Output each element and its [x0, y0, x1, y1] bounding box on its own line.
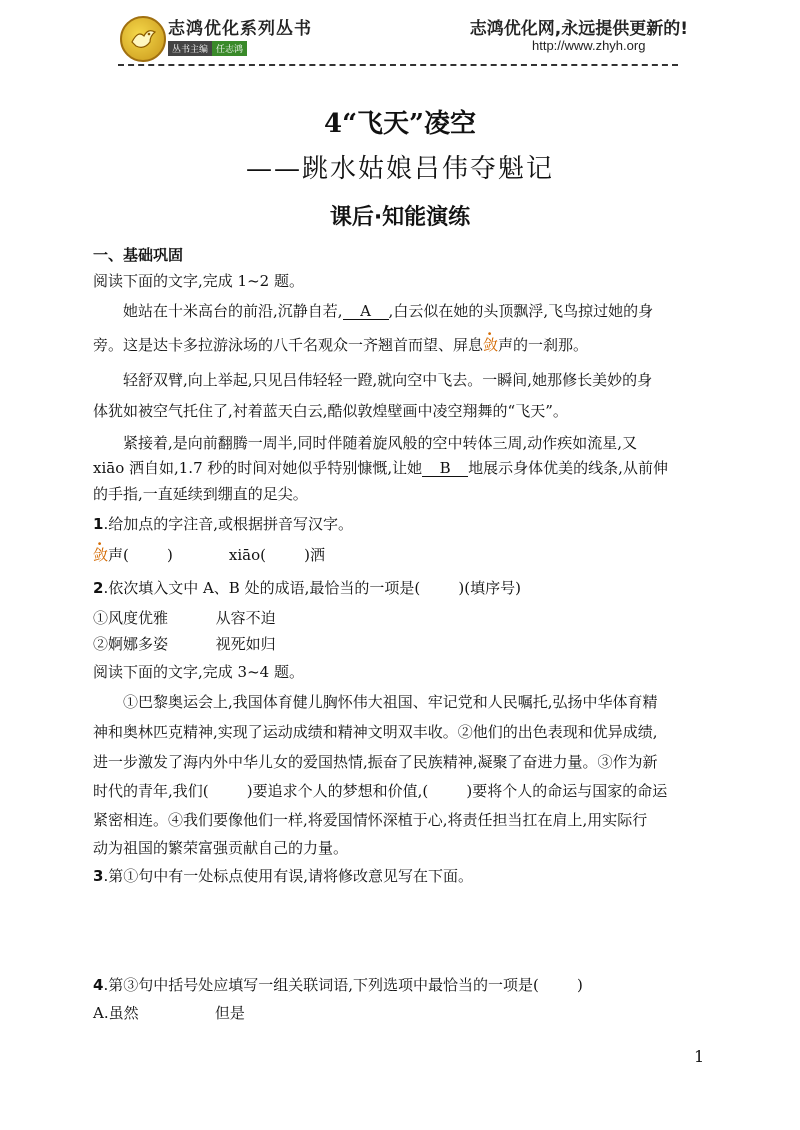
passage-line: 体犹如被空气托住了,衬着蓝天白云,酷似敦煌壁画中凌空翔舞的“飞天”。: [93, 402, 568, 420]
blank-a: A: [343, 303, 389, 320]
answer-blank[interactable]: xiāo( )洒: [228, 546, 325, 564]
passage-line: [93, 335, 588, 355]
bird-logo-icon: [128, 24, 158, 54]
passage-line: 进一步激发了海内外中华儿女的爱国热情,振奋了民族精神,凝聚了奋进力量。③作为新: [93, 753, 658, 771]
passage-line: 动为祖国的繁荣富强贡献自己的力量。: [93, 839, 349, 857]
site-slogan: 志鸿优化网,永远提供更新的!: [469, 19, 688, 39]
passage-line: ①巴黎奥运会上,我国体育健儿胸怀伟大祖国、牢记党和人民嘱托,弘扬中华体育精: [123, 693, 658, 711]
lesson-title: 4“飞天”凌空: [323, 109, 476, 139]
part-heading: 一、基础巩固: [93, 246, 184, 264]
question-2: [93, 578, 521, 598]
question-1: [93, 514, 353, 534]
question-2-option-1[interactable]: ①风度优雅 从容不迫: [93, 609, 276, 627]
question-number: 2: [93, 579, 104, 597]
passage-text: 旁。这是达卡多拉游泳场的八千名观众一齐翘首而望、屏息: [93, 336, 484, 354]
header-divider: [118, 64, 678, 66]
passage-line: 紧接着,是向前翻腾一周半,同时伴随着旋风般的空中转体三周,动作疾如流星,又: [123, 434, 638, 452]
editor-tag: [168, 41, 247, 56]
answer-blank[interactable]: 声( ): [108, 546, 173, 564]
lesson-subtitle: ——跳水姑娘吕伟夺魁记: [245, 154, 554, 184]
question-4: [93, 975, 583, 995]
passage-line: 轻舒双臂,向上举起,只见吕伟轻轻一蹬,就向空中飞去。一瞬间,她那修长美妙的身: [123, 371, 653, 389]
passage-text: 她站在十米高台的前沿,沉静自若,: [123, 302, 343, 320]
page-number: 1: [694, 1047, 705, 1066]
passage-line: 时代的青年,我们( )要追求个人的梦想和价值,( )要将个人的命运与国家的命运: [93, 782, 668, 800]
blank-b: B: [422, 460, 468, 477]
question-number: 3: [93, 867, 104, 885]
editor-name: 任志鸿: [212, 41, 247, 56]
site-url[interactable]: http://www.zhyh.org: [532, 38, 646, 53]
passage-text: 声的一刹那。: [498, 336, 589, 354]
passage-text: 地展示身体优美的线条,从前伸: [468, 459, 668, 477]
passage-line: 的手指,一直延续到绷直的足尖。: [93, 485, 308, 503]
passage-line: [93, 458, 668, 478]
dotted-character: 敛: [483, 336, 499, 354]
passage-line: [123, 301, 653, 321]
question-3: [93, 866, 473, 886]
question-number: 1: [93, 515, 104, 533]
series-logo: [120, 16, 166, 62]
page-header: [0, 0, 800, 70]
question-text: .第①句中有一处标点使用有误,请将修改意见写在下面。: [103, 867, 473, 885]
question-2-option-2[interactable]: ②婀娜多姿 视死如归: [93, 635, 276, 653]
section-heading: 课后·知能演练: [329, 205, 471, 230]
passage-line: 紧密相连。④我们要像他们一样,将爱国情怀深植于心,将责任担当扛在肩上,用实际行: [93, 811, 648, 829]
question-1-items: [93, 545, 325, 565]
reading-intro-1: 阅读下面的文字,完成 1~2 题。: [93, 272, 304, 290]
passage-line: 神和奥林匹克精神,实现了运动成绩和精神文明双丰收。②他们的出色表现和优异成绩,: [93, 723, 658, 741]
passage-text: ,白云似在她的头顶飘浮,飞鸟掠过她的身: [388, 302, 654, 320]
series-title: 志鸿优化系列丛书: [168, 19, 312, 39]
question-text: .第③句中括号处应填写一组关联词语,下列选项中最恰当的一项是( ): [103, 976, 583, 994]
editor-label: 丛书主编: [168, 41, 212, 56]
reading-intro-2: 阅读下面的文字,完成 3~4 题。: [93, 663, 304, 681]
dotted-character: 敛: [93, 546, 109, 564]
passage-text: xiāo 洒自如,1.7 秒的时间对她似乎特别慷慨,让她: [93, 459, 423, 477]
question-text: .依次填入文中 A、B 处的成语,最恰当的一项是( )(填序号): [103, 579, 521, 597]
question-number: 4: [93, 976, 104, 994]
question-4-option-a[interactable]: A.虽然 但是: [93, 1004, 245, 1022]
question-text: .给加点的字注音,或根据拼音写汉字。: [103, 515, 353, 533]
